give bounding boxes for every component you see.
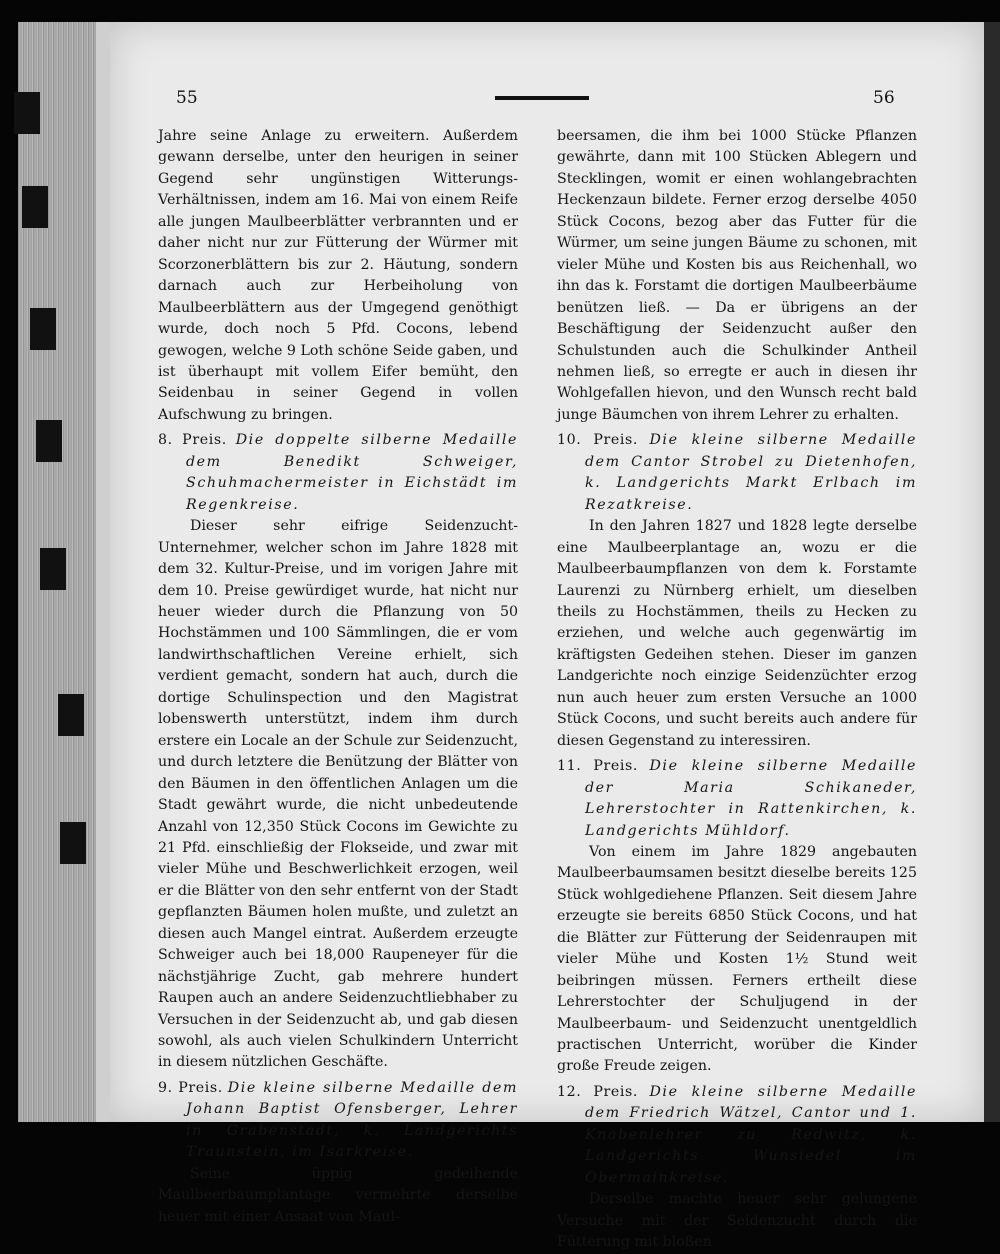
prize-entry — [557, 1082, 917, 1189]
binding-tab — [14, 92, 40, 134]
prize-text: Die kleine silberne Medaille dem Cantor Strobel zu Dietenhofen, k. Landgerichts Markt Erlbach im Rezatkreise. — [585, 432, 918, 513]
binding-tab — [22, 186, 48, 228]
prize-entry — [158, 1078, 518, 1164]
prize-text: Die kleine silberne Medaille der Maria Schikaneder, Lehrerstochter in Rattenkirchen, k. Landgerichts Mühldorf. — [585, 758, 918, 839]
binding-tab — [60, 822, 86, 864]
page-gutter — [96, 22, 110, 1122]
left-column — [158, 126, 518, 1228]
paragraph: beersamen, die ihm bei 1000 Stücke Pflanzen gewährte, dann mit 100 Stücken Ablegern und Stecklingen, womit er einen wohlangebrachten Heckenzaun bildete. Ferner erzog derselbe 4050 Stück Cocons, bezog aber das Futter für die Würmer, um seine jungen Bäume zu schonen, mit vieler Mühe und Kosten bis aus Reichenhall, wo ihn das k. Forstamt die dortigen Maulbeerbäume benützen ließ. — Da er übrigens an der Beschäftigung der Seidenzucht außer den Schulstunden auch die Schulkinder Antheil nehmen ließ, so erregte er auch in diesen ihr Wohlgefallen hievon, und den Wunsch recht bald junge Bäumchen von ihrem Lehrer zu erhalten. — [557, 128, 917, 423]
right-page-edge — [984, 22, 1000, 1122]
prize-label: 11. Preis. — [557, 758, 639, 775]
page-number-left: 55 — [176, 88, 198, 108]
header-rule — [495, 96, 589, 100]
prize-label: 9. Preis. — [158, 1079, 223, 1096]
prize-entry — [557, 430, 917, 516]
paragraph: Jahre seine Anlage zu erweitern. Außerdem gewann derselbe, unter den heurigen in seiner Gegend sehr ungünstigen Witterungs-Verhältnissen, indem am 16. Mai von einem Reife alle jungen Maulbeerblätter verbrannten und er daher nicht nur zur Fütterung der Würmer mit Scorzonerblättern bis zur 2. Häutung, sondern darnach auch zur Herbeiholung von Maulbeerblättern aus der Umgegend genöthigt wurde, doch noch 5 Pfd. Cocons, lebend gewogen, welche 9 Loth schöne Seide gaben, und ist überhaupt mit vollem Eifer bemüht, den Seidenbau in seiner Gegend in vollen Aufschwung zu bringen. — [158, 128, 518, 423]
prize-label: 10. Preis. — [557, 432, 639, 449]
paragraph: Derselbe machte heuer sehr gelungene Versuche mit der Seidenzucht durch die Fütterung mit bloßen — [557, 1191, 917, 1251]
binding-tab — [30, 308, 56, 350]
right-column — [557, 126, 917, 1254]
prize-entry — [557, 756, 917, 842]
prize-entry — [158, 430, 518, 516]
prize-label: 12. Preis. — [557, 1083, 639, 1100]
page-number-right: 56 — [873, 88, 895, 108]
paragraph: Dieser sehr eifrige Seidenzucht-Unternehmer, welcher schon im Jahre 1828 mit dem 32. Kultur-Preise, und im vorigen Jahre mit dem 10. Preise gewürdiget wurde, hat nicht nur heuer wieder durch die Pflanzung von 50 Hochstämmen und 100 Sämmlingen, die er vom landwirthschaftlichen Vereine erhielt, sich verdient gemacht, sondern hat auch, durch die dortige Schulinspection und den Magistrat lobenswerth unterstützt, indem ihm durch erstere ein Locale an der Schule zur Seidenzucht, und durch letztere die Benützung der Blätter von den Bäumen in den öffentlichen Anlagen um die Stadt gewährt wurde, die nicht unbedeutende Anzahl von 12,350 Stück Cocons im Gewichte zu 21 Pfd. einschließig der Flokseide, und zwar mit vieler Mühe und Beschwerlichkeit erzogen, weil er die Blätter von den sehr entfernt von der Stadt gepflanzten Bäumen holen mußte, und zuletzt an diesen auch Mangel eintrat. Außerdem erzeugte Schweiger auch bei 18,000 Raupeneyer für die nächstjährige Zucht, gab mehrere hundert Raupen auch an andere Seidenzuchtliebhaber zu Versuchen in der Seidenzucht ab, und gab diesen sowohl, als auch vielen Schulkindern Unterricht in diesem nützlichen Geschäfte. — [158, 518, 518, 1071]
binding-tab — [58, 694, 84, 736]
prize-text: Die kleine silberne Medaille dem Johann Baptist Ofensberger, Lehrer in Grabenstadt, k. Landgerichts Traunstein, im Isarkreise. — [186, 1079, 519, 1161]
paragraph: Seine üppig gedeihende Maulbeerbaumplantage vermehrte derselbe heuer mit einer Ansaat von Maul- — [158, 1165, 518, 1225]
binding-tab — [36, 420, 62, 462]
binding-tab — [40, 548, 66, 590]
prize-text: Die kleine silberne Medaille dem Friedrich Wätzel, Cantor und 1. Knabenlehrer zu Redwitz, k. Landgerichts Wunsiedel im Obermainkreise. — [585, 1083, 918, 1186]
paragraph: Von einem im Jahre 1829 angebauten Maulbeerbaumsamen besitzt dieselbe bereits 125 Stück wohlgediehene Pflanzen. Seit diesem Jahre erzeugte sie bereits 6850 Stück Cocons, und hat die Blätter zur Fütterung der Seidenraupen mit vieler Mühe und Kosten 1½ Stund weit beibringen müssen. Ferners ertheilt diese Lehrerstochter der Schuljugend in der Maulbeerbaum- und Seidenzucht unentgeldlich practischen Unterricht, worüber die Kinder große Freude zeigen. — [557, 843, 917, 1075]
prize-label: 8. Preis. — [158, 432, 227, 449]
prize-text: Die doppelte silberne Medaille dem Benedikt Schweiger, Schuhmachermeister in Eichstädt im Regenkreise. — [186, 432, 519, 513]
paragraph: In den Jahren 1827 und 1828 legte derselbe eine Maulbeerplantage an, wozu er die Maulbeerbaumpflanzen von dem k. Forstamte Laurenzi zu Nürnberg erhielt, um dieselben theils zu Hochstämmen, theils zu Hecken zu erziehen, und welche auch gegenwärtig im kräftigsten Gedeihen stehen. Dieser im ganzen Landgerichte noch einzige Seidenzüchter erzog nun auch heuer zum ersten Versuche an 1000 Stück Cocons, und sucht bereits auch andere für diesen Gegenstand zu interessiren. — [557, 518, 917, 749]
